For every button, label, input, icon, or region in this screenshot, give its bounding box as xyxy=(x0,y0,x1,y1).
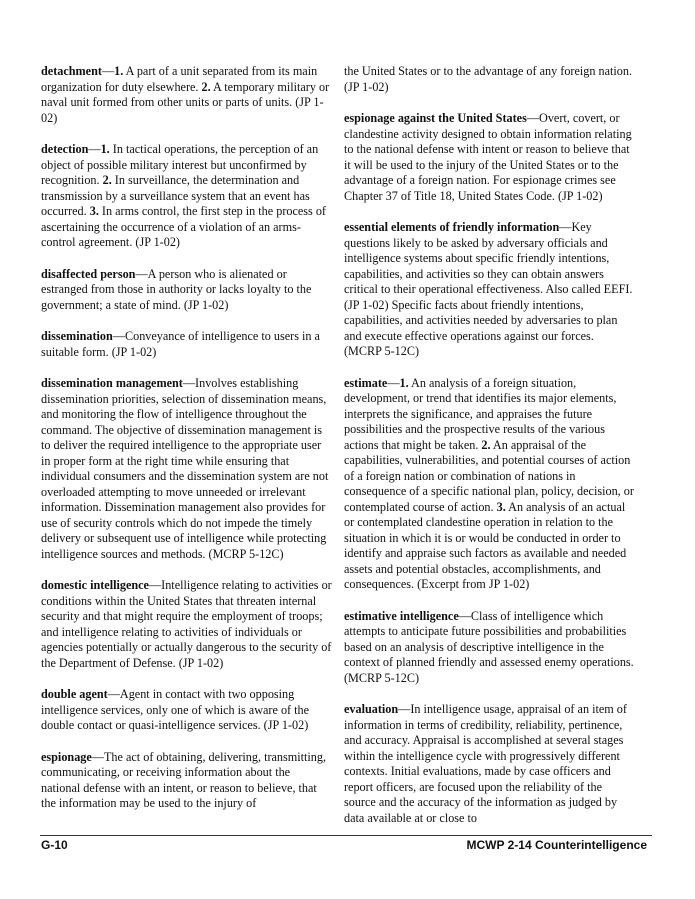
glossary-term: double agent xyxy=(41,687,108,701)
definition-text: In tactical operations, the perception of an object of possible military interest but unconfirmed by recognition. xyxy=(41,142,319,187)
glossary-entry-espionage-against-the-united-states xyxy=(344,111,634,204)
glossary-left-column xyxy=(41,64,332,828)
definition-text: An appraisal of the capabilities, vulnerabilities, and potential courses of action of a foreign nation or combination of nations in consequence of a specific national plan, policy, decision, or contemplated course of action. xyxy=(344,437,634,514)
glossary-term: estimate xyxy=(344,375,388,390)
glossary-term: domestic intelligence xyxy=(41,578,149,592)
glossary-term: essential elements of friendly information xyxy=(344,220,560,234)
definition-text: — xyxy=(88,142,101,156)
glossary-term: espionage against the United States xyxy=(344,111,527,125)
definition-text: A temporary military or naval unit formed from other units or parts of units. (JP 1-02) xyxy=(41,79,330,125)
glossary-term: detachment xyxy=(41,64,102,78)
definition-text: A part of a unit separated from its main organization for duty elsewhere. xyxy=(41,64,318,94)
glossary-entry-domestic-intelligence xyxy=(41,578,332,671)
glossary-entry-detection xyxy=(41,142,332,251)
glossary-entry-estimative-intelligence xyxy=(344,609,634,687)
glossary-entry-disaffected-person xyxy=(41,267,332,314)
glossary-entry-essential-elements-of-friendly-information xyxy=(344,220,634,360)
definition-text: —A person who is alienated or estranged from those in authority or lacks loyalty to the government; a state of mind. (JP 1-02) xyxy=(41,266,312,312)
definition-text: An analysis of a foreign situation, development, or trend that identifies its major elements, interprets the significance, and appraises the future possibilities and the prospective results of the various actions that might be taken. xyxy=(344,375,617,452)
definition-text: — xyxy=(101,64,115,78)
definition-number: 3. xyxy=(496,499,506,514)
glossary-entry-dissemination-management xyxy=(41,376,332,562)
definition-text: —Intelligence relating to activities or conditions within the United States that threaten internal security and that might require the employment of troops; and intelligence relating to activities of individuals or agencies potentially or actually dangerous to the security of the Department of Defense. (JP 1-02) xyxy=(41,578,332,670)
glossary-entry-evaluation xyxy=(344,702,634,826)
definition-text: In surveillance, the determination and transmission by a surveillance system that an event has occurred. xyxy=(41,173,310,218)
definition-number: 2. xyxy=(481,437,491,452)
definition-text: —Conveyance of intelligence to users in a suitable form. (JP 1-02) xyxy=(41,329,320,359)
publication-title: MCWP 2-14 Counterintelligence xyxy=(466,838,647,852)
glossary-term: evaluation xyxy=(344,702,399,716)
glossary-entry-dissemination xyxy=(41,329,332,360)
glossary-entry-espionage xyxy=(41,750,332,812)
definition-number: 1. xyxy=(399,375,409,390)
definition-number: 3. xyxy=(89,204,99,218)
definition-number: 2. xyxy=(102,173,112,187)
glossary-term: estimative intelligence xyxy=(344,608,459,623)
definition-text: —Involves establishing dissemination priorities, selection of dissemination means, and monitoring the flow of intelligence throughout the command. The objective of dissemination management is to deliver the required intelligence to the appropriate user in proper form at the right time while ensuring that individual consumers and the dissemination system are not overloaded attempting to move unneeded or irrelevant information. Dissemination management also provides for use of security controls which do not impede the timely delivery or subsequent use of intelligence while protecting intelligence sources and methods. (MCRP 5-12C) xyxy=(41,376,329,561)
glossary-term: detection xyxy=(41,142,89,156)
glossary-term: espionage xyxy=(41,749,92,764)
glossary-right-column xyxy=(344,64,634,842)
definition-text: —In intelligence usage, appraisal of an item of information in terms of credibility, reliability, pertinence, and accuracy. Appraisal is accomplished at several stages within the intelligence cycle with progressively different contexts. Initial evaluations, made by case officers and report officers, are focused upon the reliability of the source and the accuracy of the information as judged by data available at or close to xyxy=(344,702,627,825)
glossary-term: dissemination xyxy=(41,329,113,343)
definition-number: 2. xyxy=(201,79,211,94)
glossary-term: disaffected person xyxy=(41,266,136,281)
glossary-term: dissemination management xyxy=(41,376,183,390)
definition-text: —Class of intelligence which attempts to anticipate future possibilities and probabilities based on an analysis of descriptive intelligence in the context of planned friendly and assessed enemy operations. (MCRP 5-12C) xyxy=(344,608,634,685)
glossary-entry-continued xyxy=(344,64,634,95)
footer-divider xyxy=(40,835,652,836)
definition-text: the United States or to the advantage of any foreign nation. (JP 1-02) xyxy=(344,64,633,94)
definition-number: 1. xyxy=(114,64,124,78)
page-number: G-10 xyxy=(41,838,68,852)
definition-text: —Overt, covert, or clandestine activity designed to obtain information relating to the national defense with intent or reason to believe that it will be used to the injury of the United States or to the advantage of a foreign nation. For espionage crimes see Chapter 37 of Title 18, United States Code. (JP 1-02) xyxy=(344,111,632,203)
definition-text: — xyxy=(387,375,400,390)
glossary-entry-detachment xyxy=(41,64,332,126)
glossary-entry-double-agent xyxy=(41,687,332,734)
definition-text: —Agent in contact with two opposing intelligence services, only one of which is aware of the double contact or quasi-intelligence services. (JP 1-02) xyxy=(41,687,310,732)
definition-text: —The act of obtaining, delivering, transmitting, communicating, or receiving information about the national defense with an intent, or reason to believe, that the information may be used to the injury of xyxy=(41,749,327,810)
definition-text: An analysis of an actual or contemplated clandestine operation in relation to the situation in which it is or would be conducted in order to identify and appraise such factors as available and needed assets and potential obstacles, accomplishments, and consequences. (Excerpt from JP 1-02) xyxy=(344,499,627,591)
definition-text: In arms control, the first step in the process of ascertaining the occurrence of a violation of an arms-control agreement. (JP 1-02) xyxy=(41,204,326,249)
glossary-entry-estimate xyxy=(344,376,634,593)
definition-number: 1. xyxy=(100,142,110,156)
definition-text: —Key questions likely to be asked by adversary officials and intelligence systems about specific friendly intentions, capabilities, and activities so they can obtain answers critical to their operational effectiveness. Also called EEFI. (JP 1-02) Specific facts about friendly intentions, capabilities, and activities needed by adversaries to plan and execute effective operations against our forces. (MCRP 5-12C) xyxy=(344,220,633,358)
